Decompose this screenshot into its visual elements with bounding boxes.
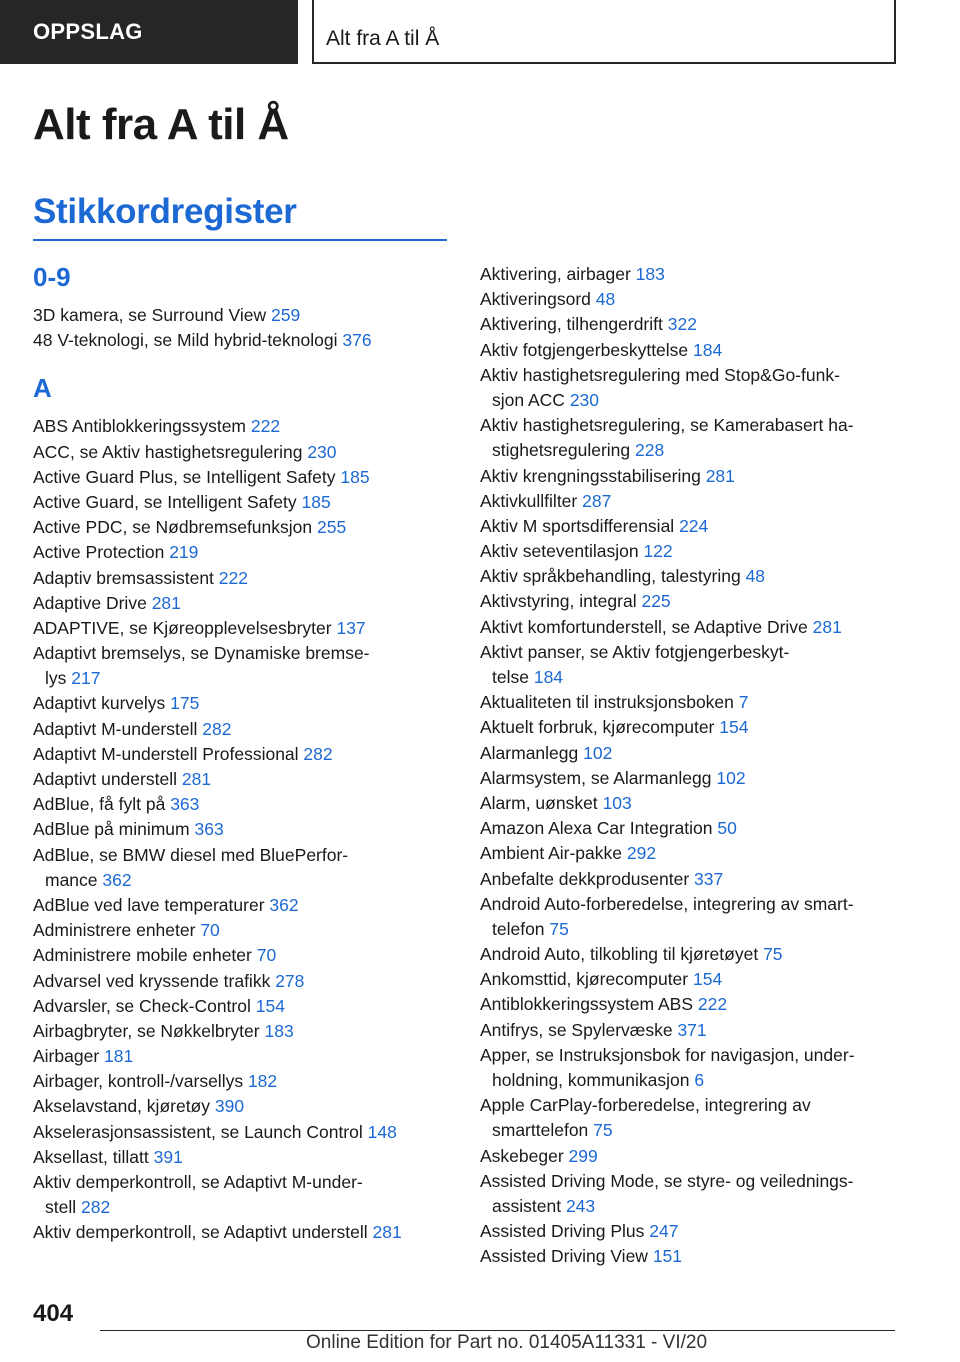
index-entry-text: Alarm, uønsket (480, 792, 598, 813)
index-entry (33, 717, 453, 742)
index-letter-heading: A (33, 373, 52, 404)
index-page-link[interactable]: 48 (595, 289, 616, 310)
index-page-link[interactable]: 390 (214, 1096, 245, 1117)
index-entry (33, 566, 453, 591)
index-entry-text: Aktiv språkbehandling, talestyring (480, 566, 741, 587)
index-entry (33, 515, 453, 540)
index-entry-text: Antifrys, se Spylervæske (480, 1019, 673, 1040)
index-entry (33, 994, 453, 1019)
index-page-link[interactable]: 243 (565, 1195, 596, 1216)
index-entry-continuation: stell (45, 1197, 77, 1218)
section-title-underline (33, 239, 447, 241)
index-page-link[interactable]: 137 (336, 617, 366, 638)
index-entry (33, 969, 453, 994)
index-entry-text: Aktivering, airbager (480, 264, 631, 284)
index-entry (33, 328, 453, 353)
index-entry-text: Ankomsttid, kjørecomputer (480, 969, 689, 990)
index-page-link[interactable]: 299 (568, 1145, 598, 1166)
index-page-link[interactable]: 391 (153, 1146, 183, 1167)
index-page-link[interactable]: 292 (626, 843, 657, 864)
index-entry (33, 1145, 453, 1170)
index-entry (33, 1170, 453, 1220)
index-entry-text: Aktivstyring, integral (480, 591, 637, 612)
index-entry (33, 943, 453, 968)
index-entry (33, 918, 453, 943)
index-page-link[interactable]: 225 (641, 591, 671, 612)
index-list-0-9 (33, 303, 453, 353)
index-letter-heading: 0-9 (33, 262, 71, 292)
index-entry (33, 490, 453, 515)
index-entry-continuation: smarttelefon (492, 1120, 589, 1141)
index-page-link[interactable]: 103 (602, 792, 632, 813)
index-page-link[interactable]: 230 (569, 389, 600, 410)
index-entry (33, 440, 453, 465)
index-column-left (33, 262, 453, 1246)
chapter-tab: Alt fra A til Å (312, 0, 896, 64)
index-entry-continuation: assistent (492, 1195, 562, 1216)
index-entry (33, 303, 453, 328)
index-entry-text: Alarmsystem, se Alarmanlegg (480, 767, 712, 788)
index-entry-text: Antiblokkeringssystem ABS (480, 994, 694, 1015)
index-entry (480, 942, 900, 967)
index-entry-text: Android Auto-forberedelse, integrering av smart- (480, 893, 854, 914)
index-entry (480, 1093, 900, 1143)
index-page-link[interactable]: 154 (719, 717, 749, 738)
index-page-link[interactable]: 281 (151, 592, 181, 613)
index-page-link[interactable]: 183 (635, 264, 665, 284)
index-entry-text: Active Guard, se Intelligent Safety (33, 491, 297, 512)
index-page-link[interactable]: 363 (194, 819, 224, 840)
index-entry (480, 514, 900, 539)
index-entry-text: Aktiv demperkontroll, se Adaptivt M-under- (33, 1172, 363, 1192)
index-page-link[interactable]: 122 (643, 541, 673, 562)
index-column-right (480, 262, 900, 1270)
index-page-link[interactable]: 376 (342, 330, 372, 351)
index-entry-text: Askebeger (480, 1145, 564, 1166)
index-page-link[interactable]: 185 (340, 466, 370, 487)
index-page-link[interactable]: 281 (372, 1222, 402, 1243)
index-entry (480, 287, 900, 312)
index-page-link[interactable]: 70 (256, 945, 277, 966)
index-page-link[interactable]: 185 (301, 491, 331, 512)
index-entry-text: AdBlue, få fylt på (33, 794, 166, 815)
index-entry (33, 616, 453, 641)
index-page-link[interactable]: 228 (635, 440, 665, 461)
index-entry-text: AdBlue ved lave temperaturer (33, 894, 265, 915)
index-entry (480, 1144, 900, 1169)
edition-footer: Online Edition for Part no. 01405A11331 - VI/20 (306, 1332, 708, 1353)
index-entry-text: Aktiv M sportsdifferensial (480, 515, 675, 536)
index-entry-text: Administrere enheter (33, 920, 196, 941)
index-entry-text: Aktiv hastighetsregulering, se Kamerabasert ha- (480, 415, 854, 436)
index-entry-text: Android Auto, tilkobling til kjøretøyet (480, 944, 759, 965)
index-page-link[interactable]: 102 (716, 767, 746, 788)
index-entry (33, 1220, 453, 1245)
index-page-link[interactable]: 75 (763, 944, 783, 965)
page-title: Alt fra A til Å (33, 100, 289, 149)
index-page-link[interactable]: 217 (71, 668, 101, 689)
index-entry-text: Airbager, kontroll-/varsellys (33, 1071, 244, 1092)
index-entry (480, 489, 900, 514)
index-page-link[interactable]: 282 (303, 743, 333, 764)
index-page-link[interactable]: 6 (694, 1070, 705, 1090)
index-entry-text: Aktuelt forbruk, kjørecomputer (480, 717, 715, 738)
index-entry (480, 967, 900, 992)
index-entry-text: Adaptive Drive (33, 592, 147, 613)
index-entry-text: AdBlue på minimum (33, 819, 190, 840)
index-entry-text: Aktiveringsord (480, 289, 591, 310)
index-entry (480, 338, 900, 363)
index-entry (480, 841, 900, 866)
index-page-link[interactable]: 48 (745, 566, 766, 587)
index-page-link[interactable]: 184 (693, 339, 723, 360)
index-entry-text: Active Guard Plus, se Intelligent Safety (33, 466, 336, 487)
index-entry-text: Airbager (33, 1046, 100, 1067)
index-entry-text: Adaptivt bremselys, se Dynamiske bremse- (33, 643, 370, 664)
index-entry (480, 791, 900, 816)
index-entry (480, 741, 900, 766)
index-entry (480, 1169, 900, 1219)
index-entry-text: Aktivering, tilhengerdrift (480, 314, 663, 335)
index-entry-text: ABS Antiblokkeringssystem (33, 416, 247, 437)
index-entry (480, 312, 900, 337)
index-page-link[interactable]: 75 (549, 918, 569, 939)
index-entry-text: Active Protection (33, 542, 165, 563)
index-entry-text: Advarsel ved kryssende trafikk (33, 970, 271, 991)
index-page-link[interactable]: 287 (582, 490, 612, 511)
index-page-link[interactable]: 184 (533, 667, 564, 687)
index-entry-text: Ambient Air-pakke (480, 843, 623, 864)
index-page-link[interactable]: 259 (271, 305, 301, 325)
index-entry (480, 615, 900, 640)
index-page-link[interactable]: 102 (583, 742, 613, 763)
index-entry-text: Akselavstand, kjøretøy (33, 1096, 210, 1117)
index-entry (33, 540, 453, 565)
index-entry-text: Amazon Alexa Car Integration (480, 818, 713, 839)
index-page-link[interactable]: 222 (697, 994, 728, 1015)
index-entry-text: ACC, se Aktiv hastighetsregulering (33, 441, 303, 462)
index-page-link[interactable]: 222 (250, 416, 281, 437)
index-entry-text: Advarsler, se Check-Control (33, 995, 251, 1016)
index-entry (33, 465, 453, 490)
index-entry-text: Assisted Driving View (480, 1246, 648, 1267)
index-entry-continuation: telefon (492, 918, 545, 939)
index-entry (480, 892, 900, 942)
index-entry (480, 589, 900, 614)
index-entry (33, 1120, 453, 1145)
index-entry (33, 591, 453, 616)
index-entry (480, 1018, 900, 1043)
index-page-link[interactable]: 363 (170, 794, 200, 815)
index-entry-text: Administrere mobile enheter (33, 945, 252, 966)
index-page-link[interactable]: 181 (104, 1046, 134, 1067)
index-page-link[interactable]: 182 (247, 1071, 278, 1092)
index-entry (33, 1019, 453, 1044)
index-entry-text: Adaptivt M-understell Professional (33, 743, 299, 764)
index-entry-continuation: holdning, kommunikasjon (492, 1070, 690, 1090)
index-page-link[interactable]: 230 (307, 441, 337, 462)
index-entry (480, 715, 900, 740)
index-page-link[interactable]: 154 (693, 969, 723, 990)
index-entry-text: Anbefalte dekkprodusenter (480, 868, 690, 889)
index-entry-text: Adaptivt understell (33, 769, 177, 789)
index-entry (480, 1219, 900, 1244)
index-entry (480, 464, 900, 489)
index-entry (33, 1094, 453, 1119)
index-entry (480, 413, 900, 463)
footer-divider (100, 1330, 895, 1331)
index-entry-continuation: sjon ACC (492, 389, 565, 410)
index-entry (480, 262, 900, 287)
index-entry (33, 742, 453, 767)
index-page-link[interactable]: 282 (202, 718, 232, 739)
index-page-link[interactable]: 222 (218, 567, 248, 588)
index-entry (480, 564, 900, 589)
index-entry-continuation: telse (492, 667, 529, 687)
index-page-link[interactable]: 224 (679, 515, 709, 536)
index-page-link[interactable]: 75 (593, 1120, 613, 1141)
index-entry (480, 992, 900, 1017)
index-entry (33, 414, 453, 439)
index-page-link[interactable]: 278 (275, 970, 305, 991)
index-entry-text: Aksellast, tillatt (33, 1146, 149, 1167)
index-page-link[interactable]: 219 (169, 542, 199, 563)
index-entry (480, 867, 900, 892)
index-page-link[interactable]: 175 (170, 693, 200, 714)
index-entry-text: Adaptivt M-understell (33, 718, 198, 739)
index-page-link[interactable]: 282 (81, 1197, 111, 1218)
index-entry (33, 817, 453, 842)
index-page-link[interactable]: 50 (717, 818, 737, 839)
index-entry-text: Adaptivt kurvelys (33, 693, 166, 714)
index-entry (33, 1069, 453, 1094)
index-page-link[interactable]: 70 (200, 920, 220, 941)
index-entry-text: Aktivt komfortunderstell, se Adaptive Drive (480, 616, 808, 637)
index-entry (33, 893, 453, 918)
index-page-link[interactable]: 362 (269, 894, 299, 915)
index-entry-text: AdBlue, se BMW diesel med BluePerfor- (33, 844, 349, 865)
index-entry-text: Airbagbryter, se Nøkkelbryter (33, 1020, 260, 1041)
index-page-link[interactable]: 337 (694, 868, 724, 889)
index-entry-text: ADAPTIVE, se Kjøreopplevelsesbryter (33, 617, 332, 638)
section-tab: OPPSLAG (0, 0, 298, 64)
index-page-link[interactable]: 255 (317, 517, 347, 538)
index-list-a-continued (480, 262, 900, 1270)
index-page-link[interactable]: 247 (649, 1221, 679, 1242)
index-entry (480, 1043, 900, 1093)
index-entry-text: Apple CarPlay-forberedelse, integrering av (480, 1095, 811, 1116)
index-entry (480, 539, 900, 564)
index-entry (480, 766, 900, 791)
index-entry-text: Akselerasjonsassistent, se Launch Control (33, 1121, 363, 1142)
index-entry-continuation: lys (45, 668, 67, 689)
index-page-link[interactable]: 371 (677, 1019, 707, 1040)
index-entry-continuation: mance (45, 869, 98, 890)
index-entry-text: 48 V-teknologi, se Mild hybrid-teknologi (33, 330, 338, 351)
index-entry-text: Aktiv seteventilasjon (480, 541, 639, 562)
index-entry-text: Aktiv demperkontroll, se Adaptivt understell (33, 1222, 368, 1243)
index-entry-text: Assisted Driving Plus (480, 1221, 645, 1242)
index-entry-text: Aktualiteten til instruksjonsboken (480, 692, 734, 713)
index-entry (33, 691, 453, 716)
index-list-a (33, 414, 453, 1245)
index-page-link[interactable]: 151 (652, 1246, 683, 1267)
index-entry-text: Aktiv krengningsstabilisering (480, 465, 701, 486)
index-page-link[interactable]: 281 (705, 465, 735, 486)
index-entry-text: Assisted Driving Mode, se styre- og veilednings- (480, 1170, 854, 1191)
index-entry-text: Aktiv hastighetsregulering med Stop&Go-funk- (480, 364, 840, 385)
index-entry-text: Alarmanlegg (480, 742, 579, 763)
index-entry-text: Adaptiv bremsassistent (33, 567, 214, 588)
index-entry-text: Aktivkullfilter (480, 490, 578, 511)
index-entry (480, 1244, 900, 1269)
index-page-link[interactable]: 322 (667, 314, 697, 335)
index-page-link[interactable]: 7 (738, 692, 749, 713)
index-entry-text: Aktiv fotgjengerbeskyttelse (480, 339, 689, 360)
index-entry (480, 690, 900, 715)
index-entry (480, 816, 900, 841)
page-number: 404 (33, 1300, 74, 1327)
index-entry-text: Aktivt panser, se Aktiv fotgjengerbeskyt- (480, 641, 790, 662)
index-page-link[interactable]: 183 (264, 1020, 294, 1041)
index-entry-text: Active PDC, se Nødbremsefunksjon (33, 517, 313, 538)
section-title: Stikkordregister (33, 192, 297, 231)
index-entry (33, 641, 453, 691)
index-page-link[interactable]: 281 (181, 769, 212, 789)
index-entry (33, 767, 453, 792)
index-page-link[interactable]: 148 (367, 1121, 397, 1142)
index-page-link[interactable]: 362 (102, 869, 132, 890)
index-entry-text: Apper, se Instruksjonsbok for navigasjon, under- (480, 1044, 855, 1065)
index-entry (480, 363, 900, 413)
index-entry-text: 3D kamera, se Surround View (33, 305, 267, 325)
index-entry-continuation: stighetsregulering (492, 440, 631, 461)
index-page-link[interactable]: 281 (812, 616, 842, 637)
index-entry (480, 640, 900, 690)
index-page-link[interactable]: 154 (255, 995, 285, 1016)
index-entry (33, 1044, 453, 1069)
index-entry (33, 792, 453, 817)
index-entry (33, 843, 453, 893)
